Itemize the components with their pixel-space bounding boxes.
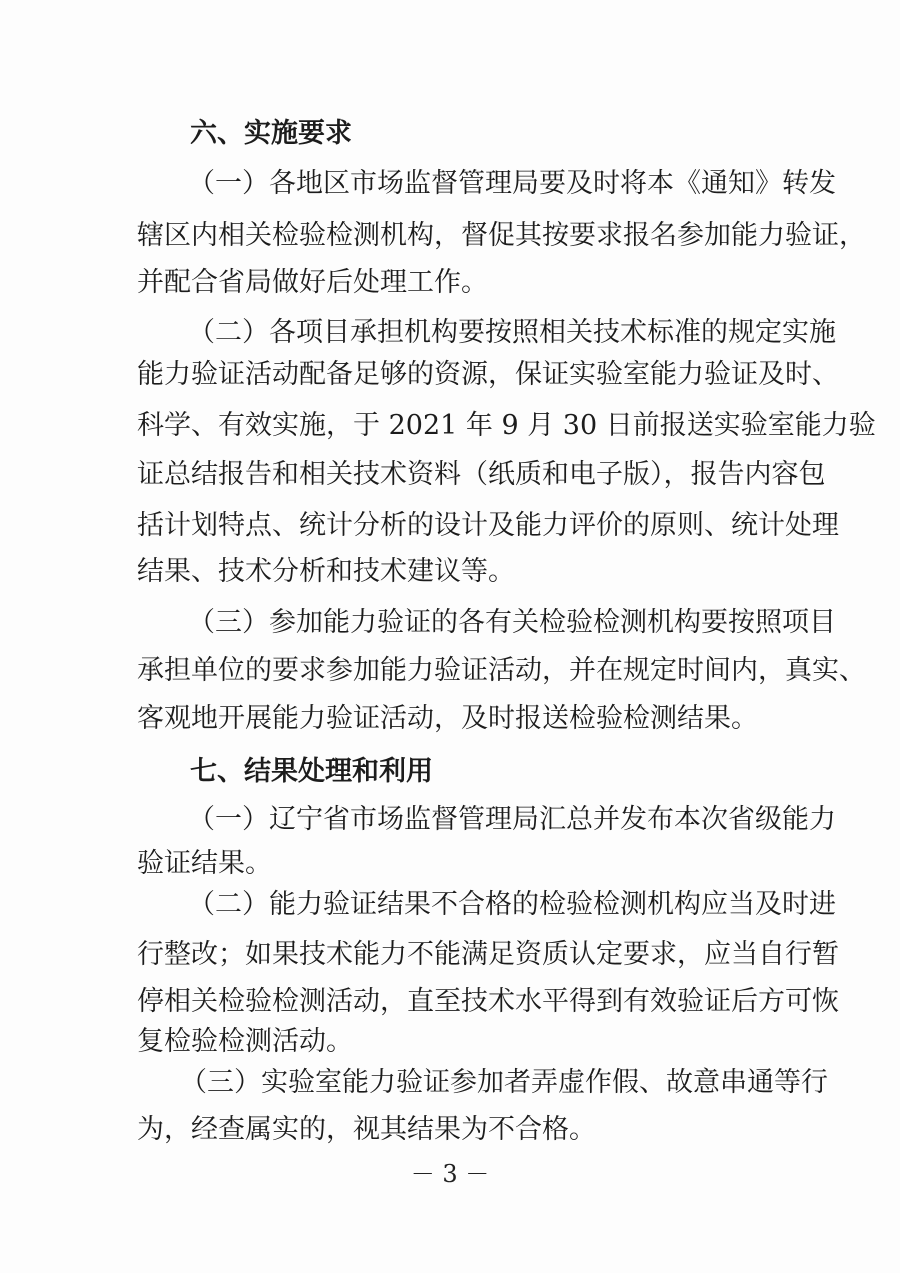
paragraph-line: 复检验检测活动。 [137, 1026, 353, 1057]
paragraph-line: 为，经查属实的，视其结果为不合格。 [137, 1114, 596, 1145]
paragraph-line: （三）实验室能力验证参加者弄虚作假、故意串通等行 [180, 1067, 828, 1098]
section-6-heading: 六、实施要求 [190, 118, 352, 149]
paragraph-line: 括计划特点、统计分析的设计及能力评价的原则、统计处理 [137, 510, 839, 541]
paragraph-line: （一）各地区市场监督管理局要及时将本《通知》转发 [188, 168, 836, 199]
paragraph-line: （一）辽宁省市场监督管理局汇总并发布本次省级能力 [188, 804, 836, 835]
paragraph-line: 停相关检验检测活动，直至技术水平得到有效验证后方可恢 [137, 986, 839, 1017]
paragraph-line: 证总结报告和相关技术资料（纸质和电子版），报告内容包 [137, 459, 826, 490]
paragraph-line: 验证结果。 [137, 848, 272, 879]
paragraph-line: （三）参加能力验证的各有关检验检测机构要按照项目 [188, 607, 836, 638]
paragraph-line: 科学、有效实施，于 2021 年 9 月 30 日前报送实验室能力验 [137, 410, 876, 441]
paragraph-line: 行整改；如果技术能力不能满足资质认定要求，应当自行暂 [137, 939, 839, 970]
paragraph-line: （二）各项目承担机构要按照相关技术标准的规定实施 [188, 317, 836, 348]
paragraph-line: 结果、技术分析和技术建议等。 [137, 556, 515, 587]
paragraph-line: 承担单位的要求参加能力验证活动，并在规定时间内，真实、 [137, 655, 866, 686]
page-number: － 3 － [410, 1160, 490, 1188]
paragraph-line: 辖区内相关检验检测机构，督促其按要求报名参加能力验证， [137, 220, 866, 251]
paragraph-line: （二）能力验证结果不合格的检验检测机构应当及时进 [188, 889, 836, 920]
paragraph-line: 能力验证活动配备足够的资源，保证实验室能力验证及时、 [137, 359, 839, 390]
section-7-heading: 七、结果处理和利用 [190, 756, 433, 787]
paragraph-line: 并配合省局做好后处理工作。 [137, 267, 488, 298]
paragraph-line: 客观地开展能力验证活动，及时报送检验检测结果。 [137, 703, 758, 734]
